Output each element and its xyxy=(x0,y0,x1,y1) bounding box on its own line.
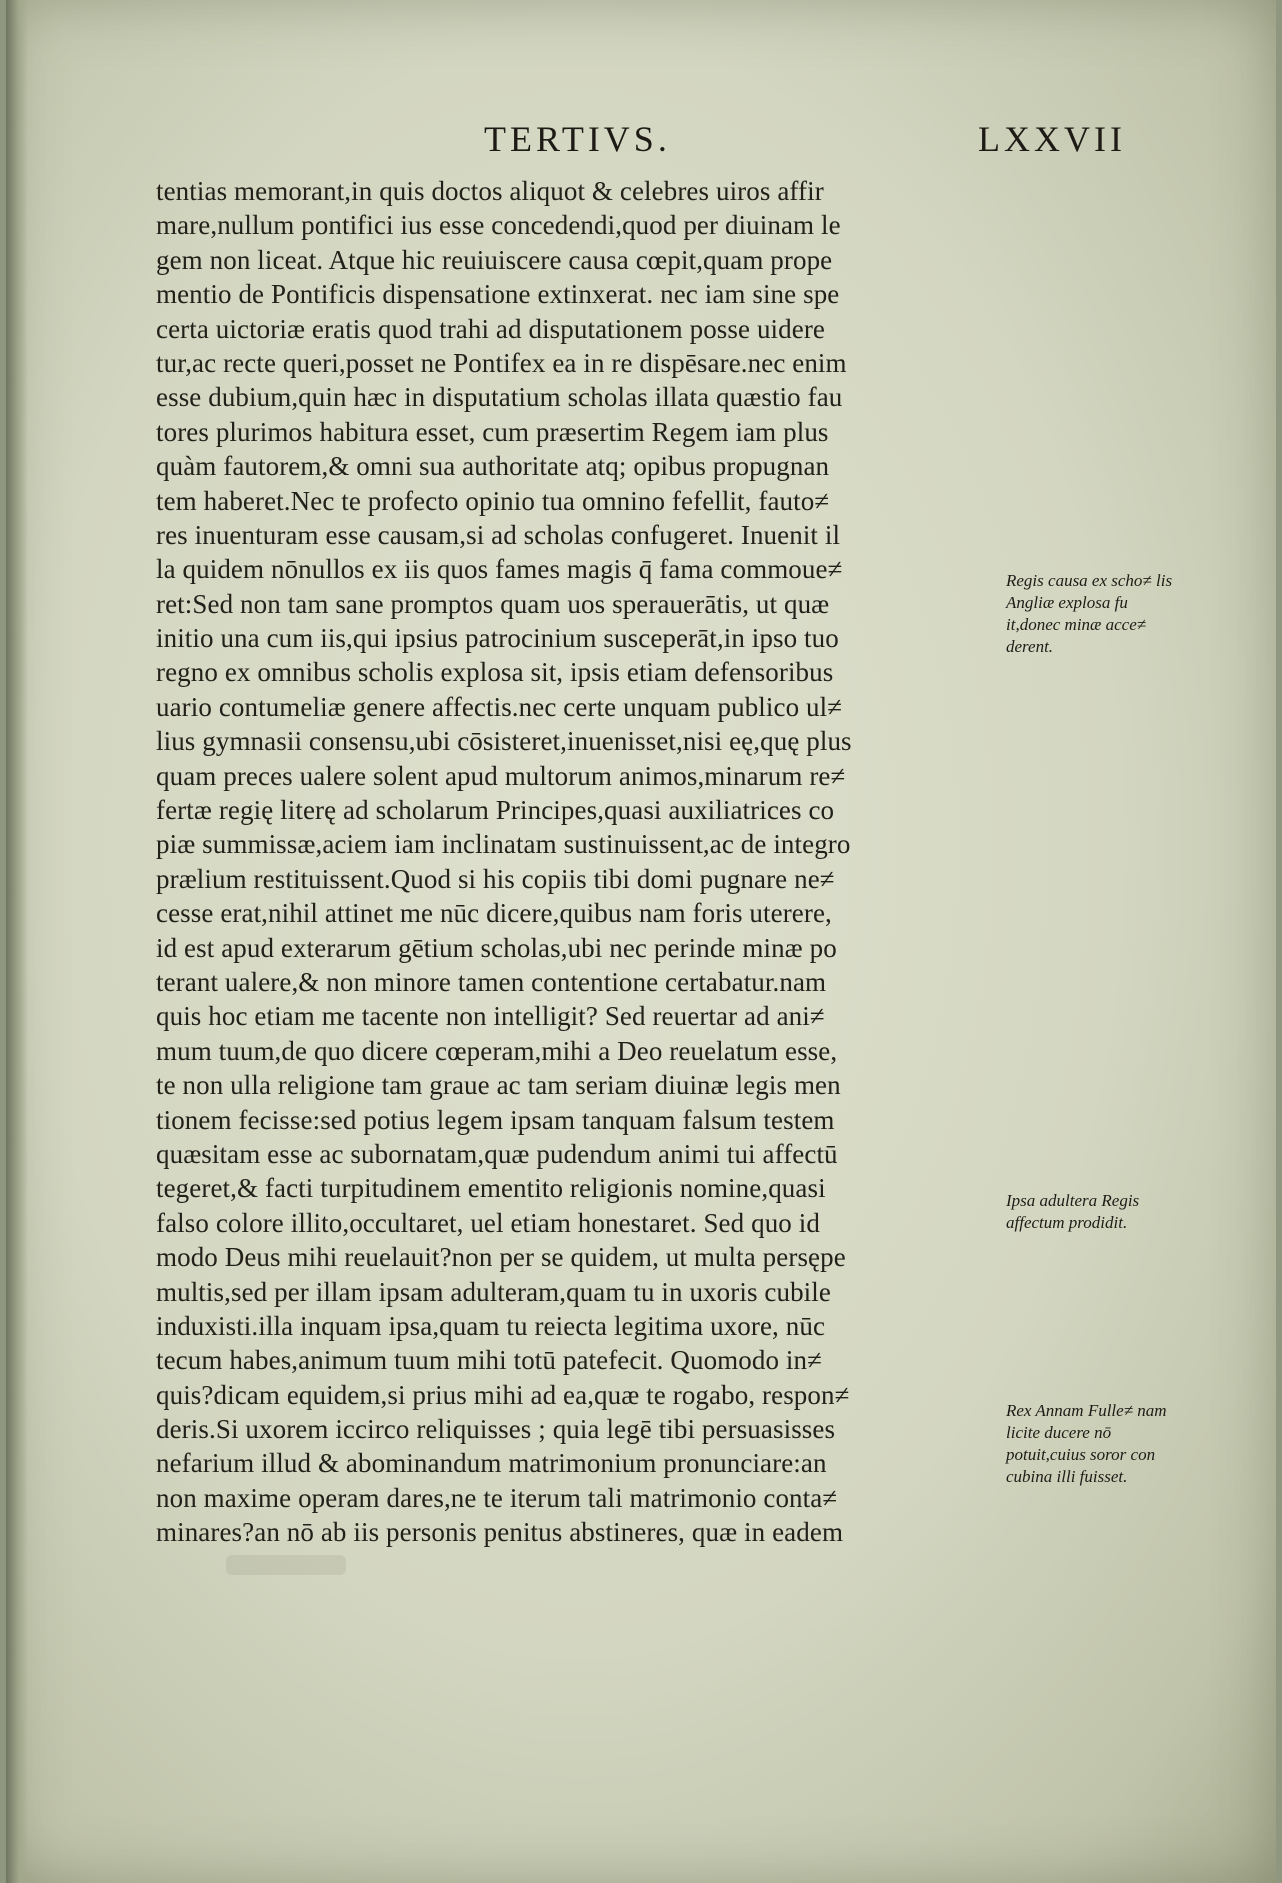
text-line: quæsitam esse ac subornatam,quæ pudendum animi tui affectū xyxy=(156,1138,838,1169)
text-line: mentio de Pontificis dispensatione extinxerat. nec iam sine spe xyxy=(156,279,840,310)
text-line: terant ualere,& non minore tamen contentione certabatur.nam xyxy=(156,966,827,997)
running-head-title: TERTIVS. xyxy=(484,119,671,159)
margin-note-regis-causa: Regis causa ex scho≠ lis Angliæ explosa fu it,donec minæ acce≠ derent. xyxy=(1006,571,1173,656)
text-line: initio una cum iis,qui ipsius patrocinium susceperāt,in ipso tuo xyxy=(156,623,839,654)
text-line: cesse erat,nihil attinet me nūc dicere,quibus nam foris uterere, xyxy=(156,898,832,929)
text-line: quis?dicam equidem,si prius mihi ad ea,quæ te rogabo, respon≠ xyxy=(156,1379,850,1410)
text-line: tur,ac recte queri,posset ne Pontifex ea in re dispēsare.nec enim xyxy=(156,347,847,378)
text-line: mare,nullum pontifici ius esse concedendi,quod per diuinam le xyxy=(156,210,841,241)
text-line: modo Deus mihi reuelauit?non per se quidem, ut multa persępe xyxy=(156,1242,846,1273)
text-line: te non ulla religione tam graue ac tam seriam diuinæ legis men xyxy=(156,1070,841,1101)
text-line: tecum habes,animum tuum mihi totū patefecit. Quomodo in≠ xyxy=(156,1345,823,1376)
text-line: quis hoc etiam me tacente non intelligit? Sed reuertar ad ani≠ xyxy=(156,1001,825,1032)
text-line: tem haberet.Nec te profecto opinio tua omnino fefellit, fauto≠ xyxy=(156,485,830,516)
text-line: tegeret,& facti turpitudinem ementito religionis nomine,quasi xyxy=(156,1173,826,1204)
ink-offset-smudge xyxy=(226,1555,346,1575)
text-line: quàm fautorem,& omni sua authoritate atq; opibus propugnan xyxy=(156,451,830,482)
text-line: res inuenturam esse causam,si ad scholas confugeret. Inuenit il xyxy=(156,519,841,550)
text-line: regno ex omnibus scholis explosa sit, ipsis etiam defensoribus xyxy=(156,657,834,688)
running-head xyxy=(166,118,1126,168)
margin-note-ipsa-adultera: Ipsa adultera Regis affectum prodidit. xyxy=(1006,1191,1140,1232)
text-line: certa uictoriæ eratis quod trahi ad disputationem posse uidere xyxy=(156,313,826,344)
text-line: nefarium illud & abominandum matrimonium pronunciare:an xyxy=(156,1448,827,1479)
main-text-block xyxy=(156,174,996,1550)
text-line: mum tuum,de quo dicere cœperam,mihi a Deo reuelatum esse, xyxy=(156,1035,838,1066)
margin-note-rex-annam: Rex Annam Fulle≠ nam licite ducere nō potuit,cuius soror con cubina illi fuisset. xyxy=(1006,1401,1167,1486)
text-line: piæ summissæ,aciem iam inclinatam sustinuissent,ac de integro xyxy=(156,829,851,860)
text-line: quam preces ualere solent apud multorum animos,minarum re≠ xyxy=(156,760,846,791)
text-line: non maxime operam dares,ne te iterum tali matrimonio conta≠ xyxy=(156,1482,838,1513)
page-gutter-shadow xyxy=(6,0,28,1883)
text-line: induxisti.illa inquam ipsa,quam tu reiecta legitima uxore, nūc xyxy=(156,1310,826,1341)
text-line: tionem fecisse:sed potius legem ipsam tanquam falsum testem xyxy=(156,1104,835,1135)
text-line: fertæ regię literę ad scholarum Principes,quasi auxiliatrices co xyxy=(156,795,835,826)
text-line: esse dubium,quin hæc in disputatium scholas illata quæstio fau xyxy=(156,382,843,413)
text-line: deris.Si uxorem iccirco reliquisses ; quia legē tibi persuasisses xyxy=(156,1414,836,1445)
text-line: falso colore illito,occultaret, uel etiam honestaret. Sed quo id xyxy=(156,1207,820,1238)
text-line: id est apud exterarum gētium scholas,ubi nec perinde minæ po xyxy=(156,932,837,963)
text-line: tores plurimos habitura esset, cum præsertim Regem iam plus xyxy=(156,416,829,447)
book-page xyxy=(6,0,1276,1883)
text-line: minares?an nō ab iis personis penitus abstineres, quæ in eadem xyxy=(156,1517,844,1548)
text-line: tentias memorant,in quis doctos aliquot & celebres uiros affir xyxy=(156,176,824,206)
text-line: ret:Sed non tam sane promptos quam uos sperauerātis, ut quæ xyxy=(156,588,830,619)
text-line: uario contumeliæ genere affectis.nec certe unquam publico ul≠ xyxy=(156,691,843,722)
text-line: la quidem nōnullos ex iis quos fames magis q̄ fama commoue≠ xyxy=(156,554,843,585)
text-line: prælium restituissent.Quod si his copiis tibi domi pugnare ne≠ xyxy=(156,863,835,894)
text-line: multis,sed per illam ipsam adulteram,quam tu in uxoris cubile xyxy=(156,1276,831,1307)
folio-number: LXXVII xyxy=(978,119,1126,159)
text-line: gem non liceat. Atque hic reuiuiscere causa cœpit,quam prope xyxy=(156,244,833,275)
text-line: lius gymnasii consensu,ubi cōsisteret,inuenisset,nisi eę,quę plus xyxy=(156,726,852,757)
